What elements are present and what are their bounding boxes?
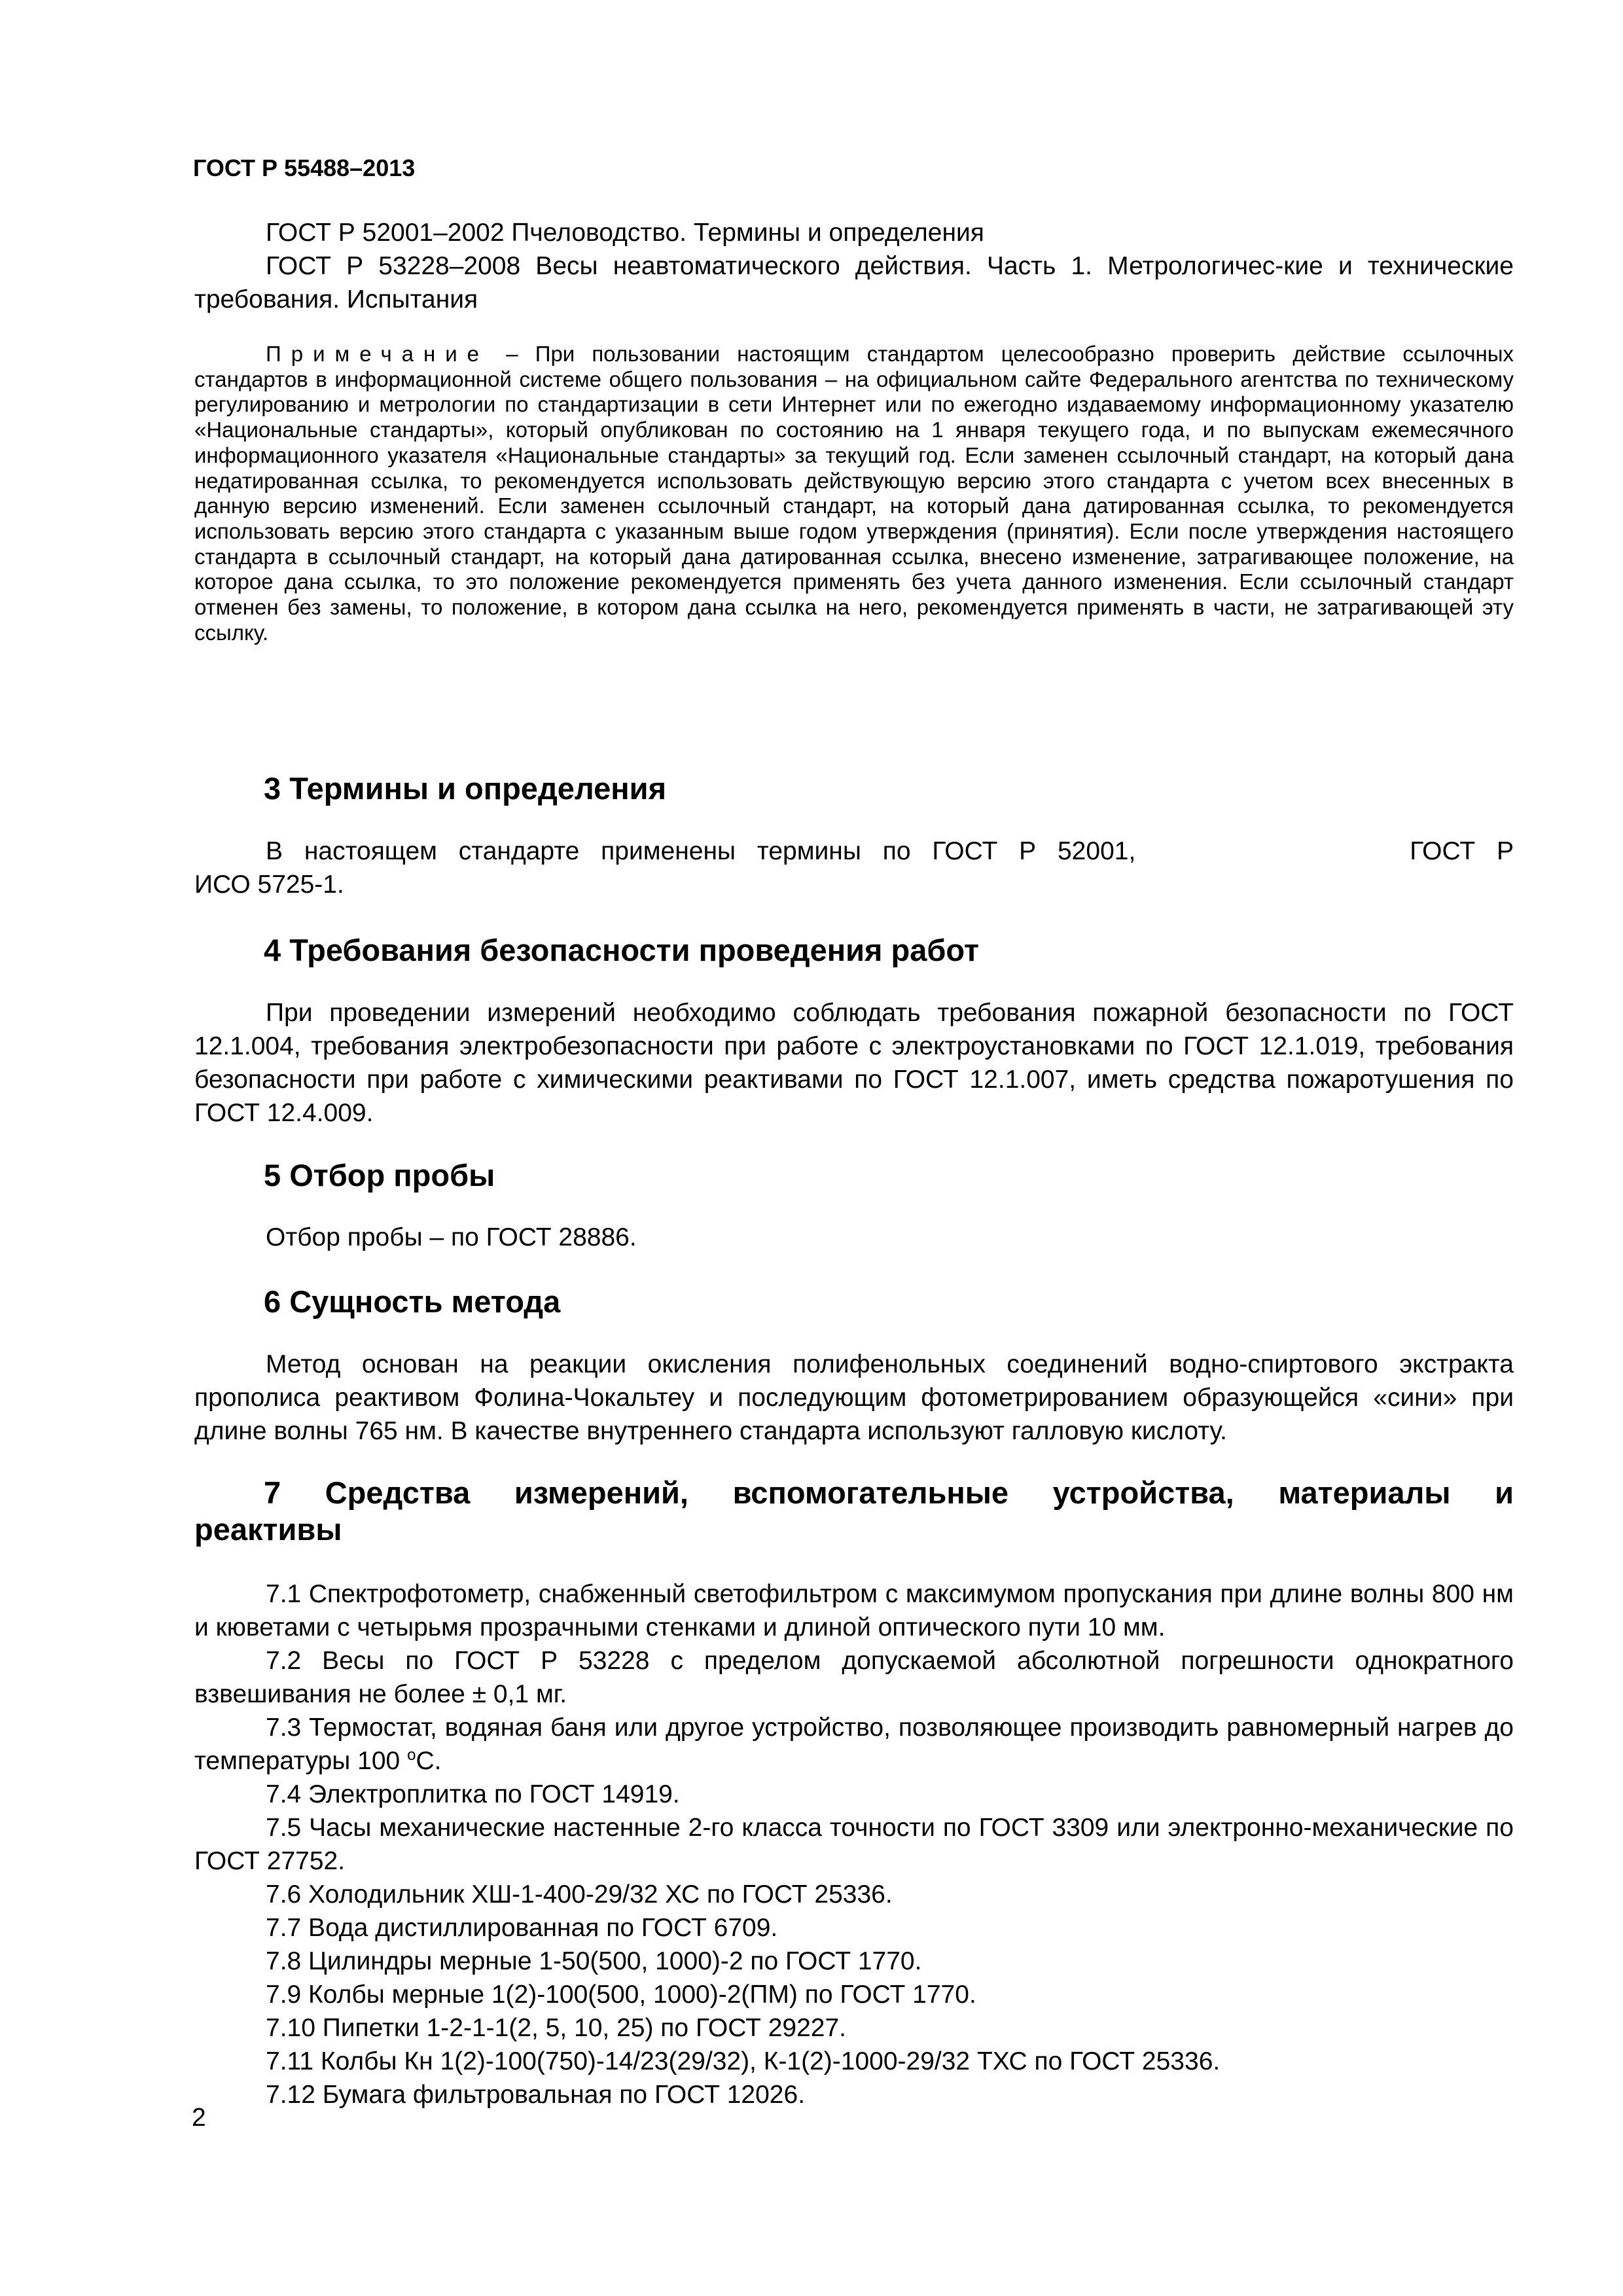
page-number: 2 [192, 2104, 206, 2132]
section-3-text [194, 834, 1514, 868]
section-3-text-cont: ИСО 5725-1. [194, 870, 344, 899]
list-item: 7.8 Цилиндры мерные 1-50(500, 1000)-2 по ГОСТ 1770. [266, 1947, 922, 1975]
section-6-text: Метод основан на реакции окисления полифенольных соединений водно-спиртового экстракта прополиса реактивом Фолина-Чокальтеу и последующим фотометрированием образующейся «сини» при длине волны 765 нм. В качестве внутреннего стандарта используют галловую кислоту. [194, 1350, 1514, 1445]
degree-superscript: о [407, 1746, 416, 1764]
list-item-text: 7.3 Термостат, водяная баня или другое устройство, позволяющее производить равномерный нагрев до температуры 100 [194, 1713, 1514, 1775]
section-4-title: 4 Требования безопасности проведения работ [264, 933, 979, 967]
list-item: 7.2 Весы по ГОСТ Р 53228 с пределом допускаемой абсолютной погрешности однократного взвешивания не более ± 0,1 мг. [194, 1647, 1514, 1708]
section-5-title: 5 Отбор пробы [264, 1158, 495, 1193]
section-6 [194, 1283, 1514, 1320]
section-7-title: 7 Средства измерений, вспомогательные устройства, материалы и реактивы [194, 1475, 1514, 1547]
section-7-body [194, 1577, 1514, 2111]
note-block [194, 342, 1514, 645]
note-text: – При пользовании настоящим стандартом целесообразно проверить действие ссылочных стандартов в информационной системе общего пользования – на официальном сайте Федерального агентства по техническому регулированию и метрологии по стандартизации в сети Интернет или по ежегодно издаваемому информационному указателю «Национальные стандарты», который опубликован по состоянию на 1 января текущего года, и по выпускам ежемесячного информационного указателя «Национальные стандарты» за текущий год. Если заменен ссылочный стандарт, на который дана недатированная ссылка, то рекомендуется использовать действующую версию этого стандарта с учетом всех внесенных в данную версию изменений. Если заменен ссылочный стандарт, на который дана датированная ссылка, то рекомендуется использовать версию этого стандарта с указанным выше годом утверждения (принятия). Если после утверждения настоящего стандарта в ссылочный стандарт, на который дана датированная ссылка, внесено изменение, затрагивающее положение, на которое дана ссылка, то это положение рекомендуется применять без учета данного изменения. Если ссылочный стандарт отменен без замены, то положение, в котором дана ссылка на него, рекомендуется применять в части, не затрагивающей эту ссылку. [194, 342, 1514, 645]
list-item-unit: С. [416, 1747, 442, 1775]
section-7 [194, 1475, 1514, 1548]
list-item: 7.5 Часы механические настенные 2-го класса точности по ГОСТ 3309 или электронно-механические по ГОСТ 27752. [194, 1814, 1514, 1875]
section-3-title: 3 Термины и определения [264, 771, 666, 806]
reference-item: ГОСТ Р 53228–2008 Весы неавтоматического действия. Часть 1. Метрологичес-кие и технические требования. Испытания [194, 252, 1514, 314]
section-6-title: 6 Сущность метода [264, 1284, 561, 1319]
list-item: 7.4 Электроплитка по ГОСТ 14919. [266, 1780, 680, 1808]
section-6-body [194, 1348, 1514, 1448]
section-4 [194, 932, 1514, 969]
section-4-text: При проведении измерений необходимо соблюдать требования пожарной безопасности по ГОСТ 12.1.004, требования электробезопасности при работе с электроустановками по ГОСТ 12.1.019, требования безопасности при работе с химическими реактивами по ГОСТ 12.1.007, иметь средства пожаротушения по ГОСТ 12.4.009. [194, 999, 1514, 1127]
section-5 [194, 1157, 1514, 1194]
list-item: 7.12 Бумага фильтровальная по ГОСТ 12026. [266, 2081, 806, 2109]
list-item: 7.10 Пипетки 1-2-1-1(2, 5, 10, 25) по ГОСТ 29227. [266, 2014, 847, 2042]
note-paragraph [194, 342, 1514, 645]
section-3-body [194, 834, 1514, 901]
section-3-text-a: В настоящем стандарте применены термины по ГОСТ Р 52001, [266, 837, 1136, 865]
list-item: 7.7 Вода дистиллированная по ГОСТ 6709. [266, 1914, 778, 1942]
list-item: 7.1 Спектрофотометр, снабженный светофильтром с максимумом пропускания при длине волны 800 нм и кюветами с четырьмя прозрачными стенками и длиной оптического пути 10 мм. [194, 1580, 1514, 1641]
normative-references [194, 216, 1514, 316]
note-label: Примечание [266, 342, 490, 366]
reference-item: ГОСТ Р 52001–2002 Пчеловодство. Термины и определения [266, 219, 984, 247]
section-3 [194, 770, 1514, 807]
section-4-body [194, 996, 1514, 1130]
section-5-body [194, 1221, 1514, 1254]
document-header: ГОСТ Р 55488–2013 [193, 154, 416, 181]
section-5-text: Отбор пробы – по ГОСТ 28886. [266, 1223, 637, 1251]
list-item: 7.11 Колбы Кн 1(2)-100(750)-14/23(29/32), К-1(2)-1000-29/32 ТХС по ГОСТ 25336. [266, 2047, 1221, 2075]
section-3-text-b: ГОСТ Р [1410, 837, 1514, 865]
list-item: 7.6 Холодильник ХШ-1-400-29/32 ХС по ГОСТ 25336. [266, 1880, 893, 1909]
list-item: 7.9 Колбы мерные 1(2)-100(500, 1000)-2(ПМ) по ГОСТ 1770. [266, 1981, 976, 2009]
list-item [194, 1711, 1514, 1778]
